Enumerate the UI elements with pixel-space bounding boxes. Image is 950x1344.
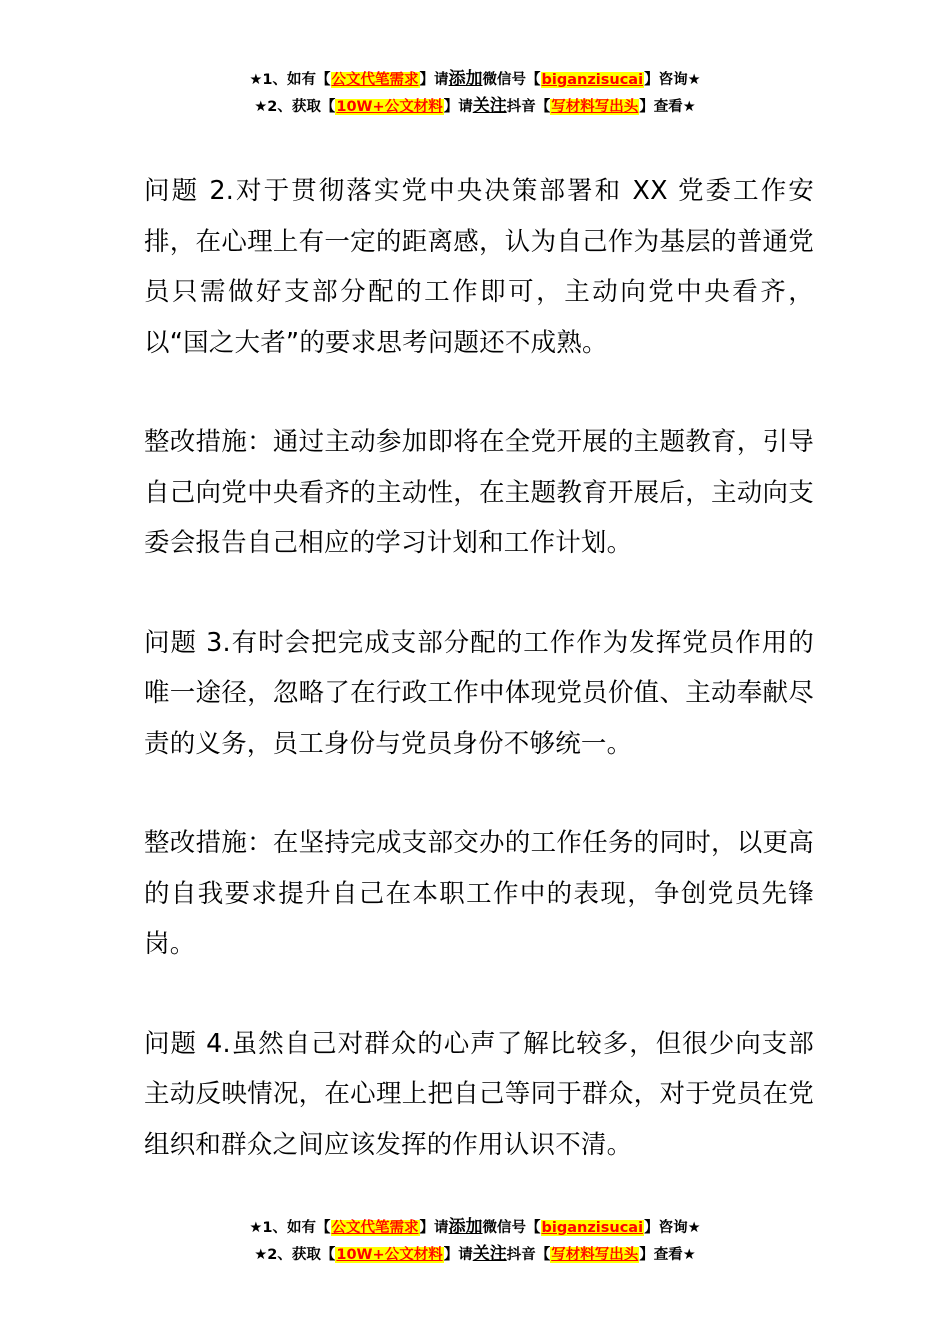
banner-text: 】请 — [443, 99, 473, 115]
banner-highlight: 10W+公文材料 — [336, 1247, 443, 1263]
banner-text: ★1、如有【 — [249, 1220, 331, 1236]
banner-highlight: biganzisucai — [541, 72, 644, 88]
banner-text: 微信号【 — [482, 1220, 541, 1236]
banner-highlight: biganzisucai — [541, 1220, 644, 1236]
banner-text: 微信号【 — [482, 72, 541, 88]
banner-emphasis: 添加 — [448, 1217, 483, 1237]
banner-text: 】请 — [443, 1247, 473, 1263]
document-body — [144, 166, 814, 1219]
banner-highlight: 写材料写出头 — [551, 99, 639, 115]
paragraph-problem-4: 问题 4.虽然自己对群众的心声了解比较多，但很少向支部主动反映情况，在心理上把自己等同于群众，对于党员在党组织和群众之间应该发挥的作用认识不清。 — [144, 1028, 814, 1160]
banner-text: 】咨询★ — [644, 72, 701, 88]
banner-highlight: 10W+公文材料 — [336, 99, 443, 115]
banner-line-1 — [0, 1214, 950, 1241]
banner-text: 】查看★ — [639, 1247, 696, 1263]
banner-text: ★2、获取【 — [254, 1247, 336, 1263]
banner-emphasis: 添加 — [448, 69, 483, 89]
paragraph-measure-3: 整改措施：在坚持完成支部交办的工作任务的同时，以更高的自我要求提升自己在本职工作中的表现，争创党员先锋岗。 — [144, 828, 814, 959]
banner-emphasis: 关注 — [472, 96, 507, 116]
banner-line-2 — [0, 93, 950, 120]
banner-text: ★1、如有【 — [249, 72, 331, 88]
banner-text: 抖音【 — [506, 99, 551, 115]
banner-line-2 — [0, 1241, 950, 1268]
banner-line-1 — [0, 66, 950, 93]
header-banner — [0, 66, 950, 120]
banner-text: ★2、获取【 — [254, 99, 336, 115]
banner-text: 】查看★ — [639, 99, 696, 115]
paragraph-measure-2: 整改措施：通过主动参加即将在全党开展的主题教育，引导自己向党中央看齐的主动性，在主题教育开展后，主动向支委会报告自己相应的学习计划和工作计划。 — [144, 427, 814, 558]
banner-text: 】请 — [419, 72, 449, 88]
banner-highlight: 公文代笔需求 — [331, 72, 419, 88]
paragraph-problem-2: 问题 2.对于贯彻落实党中央决策部署和 XX 党委工作安排，在心理上有一定的距离感，认为自己作为基层的普通党员只需做好支部分配的工作即可，主动向党中央看齐，以“国之大者”的要求思考问题还不成熟。 — [144, 176, 814, 358]
banner-highlight: 写材料写出头 — [551, 1247, 639, 1263]
paragraph-problem-3: 问题 3.有时会把完成支部分配的工作作为发挥党员作用的唯一途径，忽略了在行政工作中体现党员价值、主动奉献尽责的义务，员工身份与党员身份不够统一。 — [144, 627, 814, 759]
banner-highlight: 公文代笔需求 — [331, 1220, 419, 1236]
banner-text: 】咨询★ — [644, 1220, 701, 1236]
banner-emphasis: 关注 — [472, 1244, 507, 1264]
banner-text: 】请 — [419, 1220, 449, 1236]
banner-text: 抖音【 — [506, 1247, 551, 1263]
footer-banner — [0, 1214, 950, 1268]
